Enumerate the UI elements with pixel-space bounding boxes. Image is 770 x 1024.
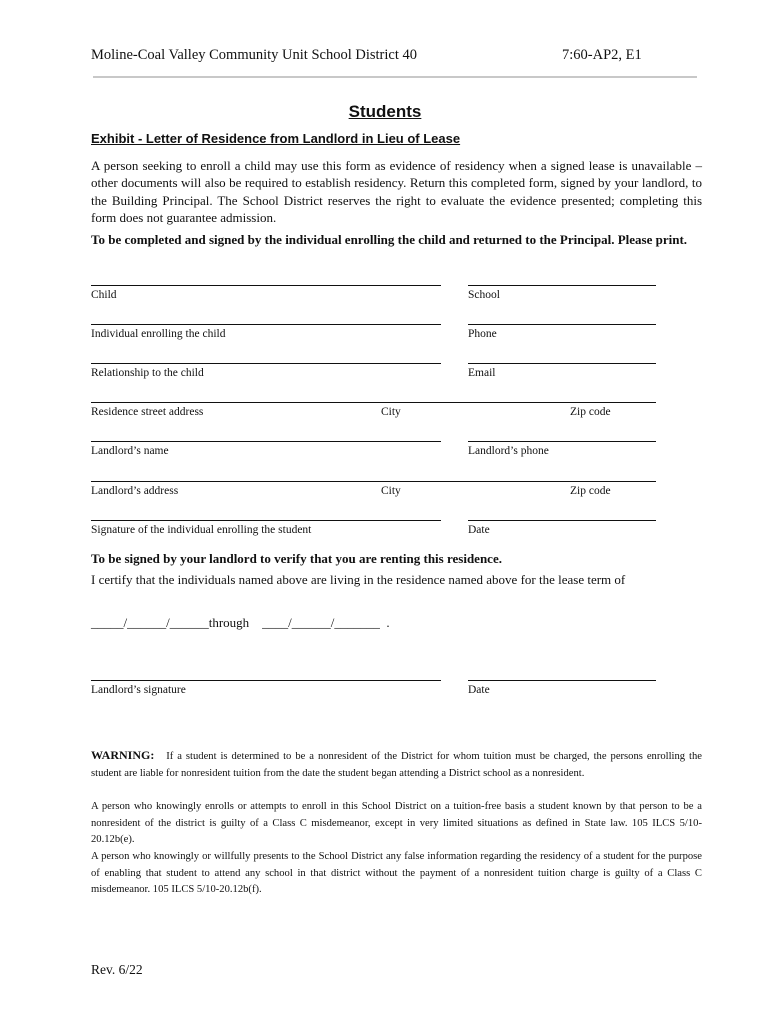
relationship-label: Relationship to the child xyxy=(91,367,204,379)
phone-line[interactable] xyxy=(468,324,656,325)
enroller-signature-line[interactable] xyxy=(91,520,441,521)
child-line[interactable] xyxy=(91,285,441,286)
landlord-zip-label: Zip code xyxy=(570,485,611,497)
exhibit-subtitle: Exhibit - Letter of Residence from Landlord in Lieu of Lease xyxy=(91,131,461,146)
page-title: Students xyxy=(348,102,422,121)
school-line[interactable] xyxy=(468,285,656,286)
intro-paragraph: A person seeking to enroll a child may use this form as evidence of residency when a signed lease is unavailable – other documents will also be required to establish residency. Return this completed form, signed by your landlord, to the Building Principal. The School District reserves the right to evaluate the evidence presented; completing this form does not guarantee admission. xyxy=(91,158,702,225)
landlord-address-label: Landlord’s address xyxy=(91,485,179,497)
school-label: School xyxy=(468,289,500,301)
phone-label: Phone xyxy=(468,328,497,340)
email-line[interactable] xyxy=(468,363,656,364)
district-name: Moline-Coal Valley Community Unit School District 40 xyxy=(91,47,417,63)
warning-text-1: If a student is determined to be a nonresident of the District for whom tuition must be charged, the persons enrolling the student are liable for nonresident tuition from the date the student began attending a District school as a nonresident. xyxy=(91,751,702,779)
lease-term-dates[interactable]: _____/______/______through ____/______/_______ . xyxy=(91,615,390,630)
landlord-signature-line[interactable] xyxy=(91,680,441,681)
landlord-name-line[interactable] xyxy=(91,441,441,442)
landlord-city-label: City xyxy=(381,485,401,497)
residence-address-line[interactable] xyxy=(91,402,656,403)
header-divider xyxy=(93,76,697,78)
enroller-line[interactable] xyxy=(91,324,441,325)
landlord-name-label: Landlord’s name xyxy=(91,445,169,457)
residence-city-label: City xyxy=(381,406,401,418)
enroller-label: Individual enrolling the child xyxy=(91,328,226,340)
landlord-date-line[interactable] xyxy=(468,680,656,681)
policy-code: 7:60-AP2, E1 xyxy=(562,47,642,63)
residence-zip-label: Zip code xyxy=(570,406,611,418)
enroller-date-label: Date xyxy=(468,524,490,536)
certify-statement: I certify that the individuals named above are living in the residence named above for the lease term of xyxy=(91,572,626,587)
warning-paragraph-3: A person who knowingly or willfully presents to the School District any false information regarding the residency of a student for the purpose of enabling that student to attend any school in that district without the payment of a nonresident tuition charge is guilty of a Class C misdemeanor. 105 ILCS 5/10-20.12b(f). xyxy=(91,851,702,895)
landlord-date-label: Date xyxy=(468,684,490,696)
landlord-phone-line[interactable] xyxy=(468,441,656,442)
email-label: Email xyxy=(468,367,496,379)
landlord-signature-label: Landlord’s signature xyxy=(91,684,186,696)
landlord-phone-label: Landlord’s phone xyxy=(468,445,549,457)
enroller-signature-label: Signature of the individual enrolling the student xyxy=(91,524,312,536)
residence-address-label: Residence street address xyxy=(91,406,204,418)
landlord-section-heading: To be signed by your landlord to verify that you are renting this residence. xyxy=(91,551,502,566)
revision-date: Rev. 6/22 xyxy=(91,962,143,977)
instruction-text: To be completed and signed by the individual enrolling the child and returned to the Principal. Please print. xyxy=(91,232,688,247)
child-label: Child xyxy=(91,289,117,301)
warning-paragraph-1 xyxy=(91,747,702,782)
relationship-line[interactable] xyxy=(91,363,441,364)
enroller-date-line[interactable] xyxy=(468,520,656,521)
warning-paragraph-2: A person who knowingly enrolls or attempts to enroll in this School District on a tuition-free basis a student known by that person to be a nonresident of the district is guilty of a Class C misdemeanor, except in very limited situations as defined in State law. 105 ILCS 5/10-20.12b(e). xyxy=(91,801,702,845)
landlord-address-line[interactable] xyxy=(91,481,656,482)
warning-label: WARNING: xyxy=(91,748,155,762)
